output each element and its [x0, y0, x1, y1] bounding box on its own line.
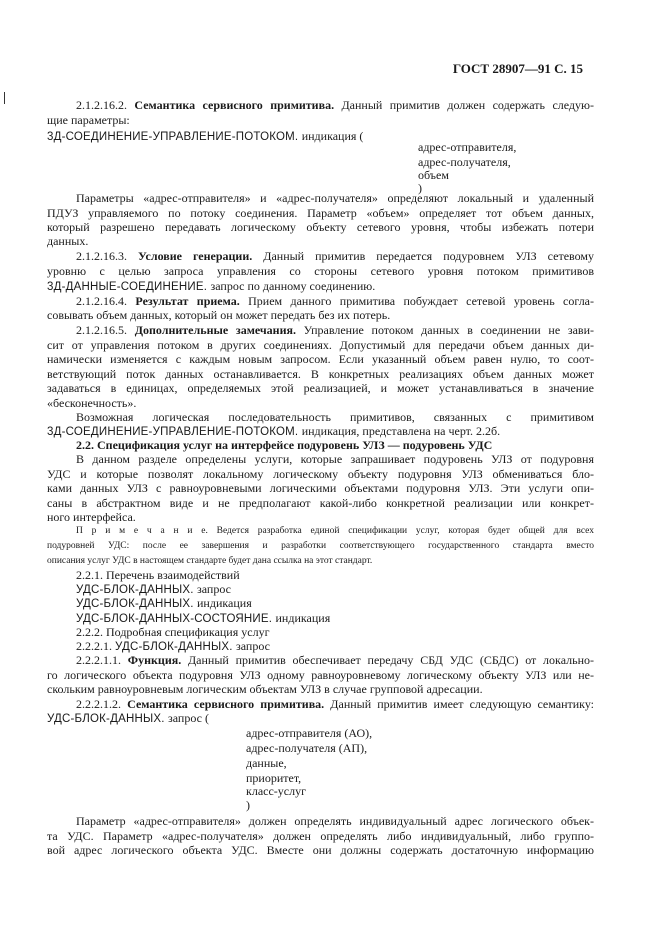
text-line [47, 467, 594, 481]
text-run: 2.1.2.16.2. [76, 98, 135, 112]
text-line [47, 668, 594, 682]
text-line [47, 682, 483, 696]
text-line [76, 814, 594, 828]
text-run: 2.1.2.16.5. [76, 323, 135, 337]
text-line [47, 279, 375, 294]
text-line [47, 424, 500, 439]
text-line [76, 568, 240, 582]
text-run: УДС и которые позволят локальному логическому объекту подуровня УЛЗ обмениваться бло- [47, 467, 594, 481]
text-run: который разрешено передавать логическому объекту сетевого уровня, чтобы избежать потери [47, 220, 594, 234]
text-run: «бесконечность». [47, 396, 137, 410]
text-run: ПДУЗ управляемого по потоку соединения. Параметр «объем» определяет тот объем данных, [47, 206, 594, 220]
text-run: запрос [197, 582, 231, 596]
text-run: П р и м е ч а н и е. Ведется разработка единой спецификации услуг, которая будет общей для всех [76, 526, 594, 536]
text-run: 2.1.2.16.3. [76, 249, 138, 263]
text-line [47, 264, 594, 278]
text-run: 2.2.2.1.1. [76, 653, 128, 667]
text-run: В данном разделе определены услуги, которые запрашивает подуровень УЛЗ от подуровня [76, 452, 594, 466]
text-line [246, 784, 306, 798]
text-line [246, 726, 372, 740]
text-run: го логического объекта подуровня УЛЗ одному равноуровневому логическому объекту УЛЗ или не- [47, 668, 594, 682]
text-line [47, 396, 136, 410]
text-line [76, 625, 270, 639]
text-run: ками данных УЛЗ с равноуровневыми логическими объектами подуровня УЛЗ. Эти услуги опи- [47, 481, 594, 495]
text-run: 2.2.2. Подробная спецификация услуг [76, 625, 270, 639]
text-run: объем [418, 168, 449, 182]
text-line [418, 140, 516, 154]
text-line [47, 220, 594, 234]
text-line [47, 338, 594, 352]
text-run: ) [418, 181, 422, 195]
text-run: 2.2.1. Перечень взаимодействий [76, 568, 240, 582]
text-line [47, 711, 209, 726]
bold-run: Семантика сервисного примитива. [134, 98, 335, 112]
text-run: 3Д-СОЕДИНЕНИЕ-УПРАВЛЕНИЕ-ПОТОКОМ. [47, 426, 302, 438]
text-line [47, 381, 594, 395]
page-edge-mark [4, 92, 5, 104]
text-run: адрес-отправителя, [418, 140, 517, 154]
text-line [76, 98, 594, 112]
text-line [76, 524, 594, 538]
text-run: данных. [47, 234, 89, 248]
text-line [246, 798, 250, 812]
text-run: адрес-получателя, [418, 155, 511, 169]
text-line [418, 168, 449, 182]
text-run: индикация [197, 596, 252, 610]
text-run: приоритет, [246, 771, 302, 785]
text-line [47, 113, 130, 127]
text-line [47, 510, 136, 524]
text-line [76, 697, 594, 711]
text-run: индикация ( [301, 129, 364, 143]
text-run: намически изменяется с каждым новым запросом. Если указанный объем равен нулю, то соот- [47, 352, 594, 366]
text-line [47, 829, 594, 843]
text-line [76, 191, 594, 205]
text-line [76, 294, 594, 308]
text-run: Возможная логическая последовательность примитивов, связанных с примитивом [76, 410, 594, 424]
text-line [76, 452, 594, 466]
text-run: 3Д-ДАННЫЕ-СОЕДИНЕНИЕ. [47, 281, 211, 293]
text-line [47, 554, 372, 568]
text-run: саны в абстрактном виде и не предполагают какой-либо конкретной реализации или конкрет- [47, 496, 594, 510]
text-run: Данный примитив передается подуровнем УЛЗ сетевому [252, 249, 594, 263]
text-line [246, 756, 287, 770]
text-line [76, 438, 492, 452]
text-run: 3Д-СОЕДИНЕНИЕ-УПРАВЛЕНИЕ-ПОТОКОМ. [47, 131, 302, 143]
text-run: УДС-БЛОК-ДАННЫХ. [115, 641, 236, 653]
text-run: ного интерфейса. [47, 510, 136, 524]
text-run: адрес-получателя (АП), [246, 741, 368, 755]
bold-run: Семантика сервисного примитива. [127, 697, 325, 711]
text-run: 2.2.2.1. [76, 639, 115, 653]
bold-run: Функция. [127, 653, 182, 667]
text-run: запрос ( [168, 711, 209, 725]
text-run: щие параметры: [47, 113, 130, 127]
text-run: описания услуг УДС в настоящем стандарте будет дана ссылка на этот стандарт. [47, 556, 373, 566]
text-line [47, 481, 594, 495]
text-line [76, 653, 594, 667]
text-run: УДС-БЛОК-ДАННЫХ. [76, 598, 197, 610]
text-line [246, 771, 301, 785]
text-run: данные, [246, 756, 287, 770]
text-run: уровню с целью запроса управления со стороны сетевого уровня потоком примитивов [47, 264, 594, 278]
text-run: адрес-отправителя (АО), [246, 726, 373, 740]
text-line [47, 843, 594, 857]
text-run: УДС-БЛОК-ДАННЫХ. [47, 713, 168, 725]
text-run: ) [246, 798, 250, 812]
text-run: индикация [275, 611, 331, 625]
text-run: ветствующий поток данных останавливается. В конкретных реализациях объем данных может [47, 367, 594, 381]
text-line [47, 129, 363, 144]
text-run: Прием данного примитива побуждает сетевой уровень согла- [239, 294, 595, 308]
text-line [47, 234, 88, 248]
text-line [47, 367, 594, 381]
bold-run: Результат приема. [135, 294, 240, 308]
text-line [76, 596, 252, 611]
bold-run: Дополнительные замечания. [134, 323, 296, 337]
text-line [76, 611, 330, 626]
bold-run: 2.2. Спецификация услуг на интерфейсе подуровень УЛЗ — подуровень УДС [76, 438, 493, 452]
text-line [76, 410, 594, 424]
text-run: совывать объем данных, который он может передать без их потерь. [47, 308, 391, 322]
text-run: Параметры «адрес-отправителя» и «адрес-получателя» определяют локальный и удаленный [76, 191, 594, 205]
text-run: запрос [236, 639, 270, 653]
text-run: скольким равноуровневым логическим объектам УЛЗ в случае групповой адресации. [47, 682, 483, 696]
text-line [418, 155, 511, 169]
bold-run: Условие генерации. [138, 249, 253, 263]
text-run: УДС-БЛОК-ДАННЫХ-СОСТОЯНИЕ. [76, 613, 276, 625]
text-line [47, 539, 594, 553]
text-line [246, 741, 367, 755]
page-header: ГОСТ 28907—91 С. 15 [452, 61, 583, 76]
text-run: 2.2.2.1.2. [76, 697, 128, 711]
text-run: УДС-БЛОК-ДАННЫХ. [76, 584, 197, 596]
text-line [76, 582, 231, 597]
text-run: сит от управления потоком в других соединениях. Допустимый для передачи объем данных ди- [47, 338, 594, 352]
text-run: Управление потоком данных в соединении не зави- [295, 323, 595, 337]
text-line [47, 308, 390, 322]
text-line [47, 206, 594, 220]
text-line [76, 323, 594, 337]
text-run: индикация, представлена на черт. 2.2б. [301, 424, 501, 438]
text-line [47, 352, 594, 366]
text-run: Данный примитив имеет следующую семантику: [324, 697, 595, 711]
text-run: 2.1.2.16.4. [76, 294, 136, 308]
text-run: Параметр «адрес-отправителя» должен определять индивидуальный адрес логического объек- [76, 814, 594, 828]
text-run: подуровней УДС: после ее завершения и разработки соответствующего государственного стандарта вместо [47, 541, 594, 551]
text-run: вой адрес логического объекта УДС. Вместе они должны содержать достаточную информацию [47, 843, 594, 857]
text-line [76, 249, 594, 263]
text-run: класс-услуг [246, 784, 307, 798]
text-line [76, 639, 270, 654]
text-run: та УДС. Параметр «адрес-получателя» должен определять либо индивидуальный, либо группо- [47, 829, 594, 843]
text-run: Данный примитив обеспечивает передачу СБД УДС (СБДС) от локально- [181, 653, 595, 667]
text-run: Данный примитив должен содержать следую- [334, 98, 594, 112]
text-line [47, 496, 594, 510]
text-run: запрос по данному соединению. [210, 279, 376, 293]
text-run: задаваться в единицах, определяемых этой реализацией, и может устанавливаться в значение [47, 381, 594, 395]
